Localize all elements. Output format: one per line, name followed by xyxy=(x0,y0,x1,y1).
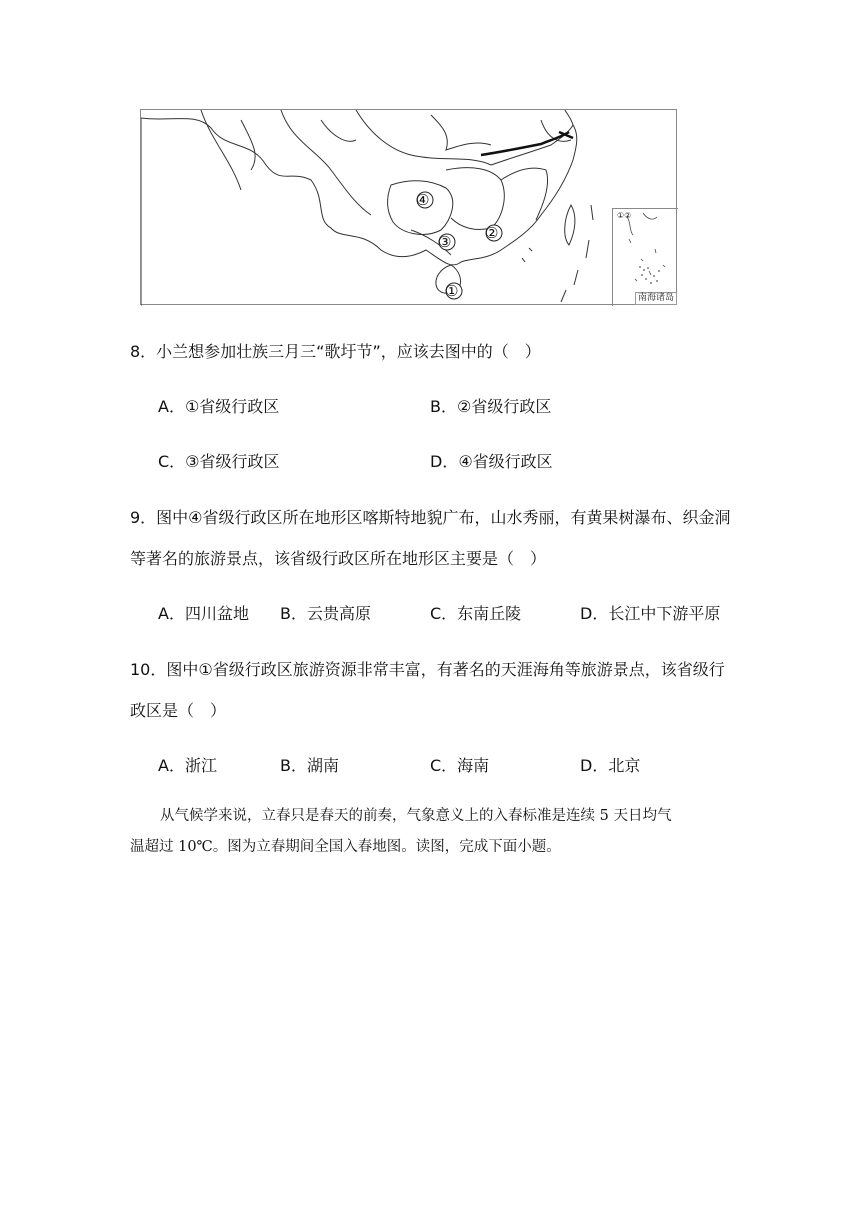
question-9-stem-line-1: 9．图中④省级行政区所在地形区喀斯特地貌广布，山水秀丽，有黄果树瀑布、织金洞 xyxy=(130,508,731,527)
question-9-option-a: A．四川盆地 xyxy=(158,604,249,623)
question-9-option-b: B．云贵高原 xyxy=(280,604,371,623)
southern-china-map xyxy=(140,109,677,305)
map-outline xyxy=(141,110,678,306)
question-8-option-c: C．③省级行政区 xyxy=(158,452,280,471)
question-10-option-d: D．北京 xyxy=(580,756,641,775)
question-9-option-c: C．东南丘陵 xyxy=(430,604,522,623)
inset-label: 南海诸岛 xyxy=(635,292,677,305)
question-10-option-a: A．浙江 xyxy=(158,756,217,775)
question-10-option-b: B．湖南 xyxy=(280,756,339,775)
question-10-option-c: C．海南 xyxy=(430,756,490,775)
question-8-option-b: B．②省级行政区 xyxy=(430,397,552,416)
south-china-sea-inset xyxy=(612,208,678,306)
map-label-2: ② xyxy=(485,224,499,242)
question-9-stem-line-2: 等著名的旅游景点，该省级行政区所在地形区主要是（ ） xyxy=(130,549,547,568)
map-label-1: ① xyxy=(445,282,459,300)
map-label-3: ③ xyxy=(438,233,452,251)
inset-marks: ①② xyxy=(617,211,632,220)
passage-line-2: 温超过 10℃。图为立春期间全国入春地图。读图，完成下面小题。 xyxy=(130,839,561,855)
map-label-4: ④ xyxy=(416,191,430,209)
question-9-option-d: D．长江中下游平原 xyxy=(580,604,721,623)
question-8-stem: 8．小兰想参加壮族三月三“歌圩节”，应该去图中的（ ） xyxy=(130,342,541,361)
question-10-stem-line-2: 政区是（ ） xyxy=(130,701,227,720)
question-8-option-a: A．①省级行政区 xyxy=(158,397,280,416)
passage-line-1: 从气候学来说，立春只是春天的前奏，气象意义上的入春标准是连续 5 天日均气 xyxy=(160,808,672,824)
question-10-stem-line-1: 10．图中①省级行政区旅游资源非常丰富，有著名的天涯海角等旅游景点，该省级行 xyxy=(130,660,725,679)
question-8-option-d: D．④省级行政区 xyxy=(430,452,553,471)
